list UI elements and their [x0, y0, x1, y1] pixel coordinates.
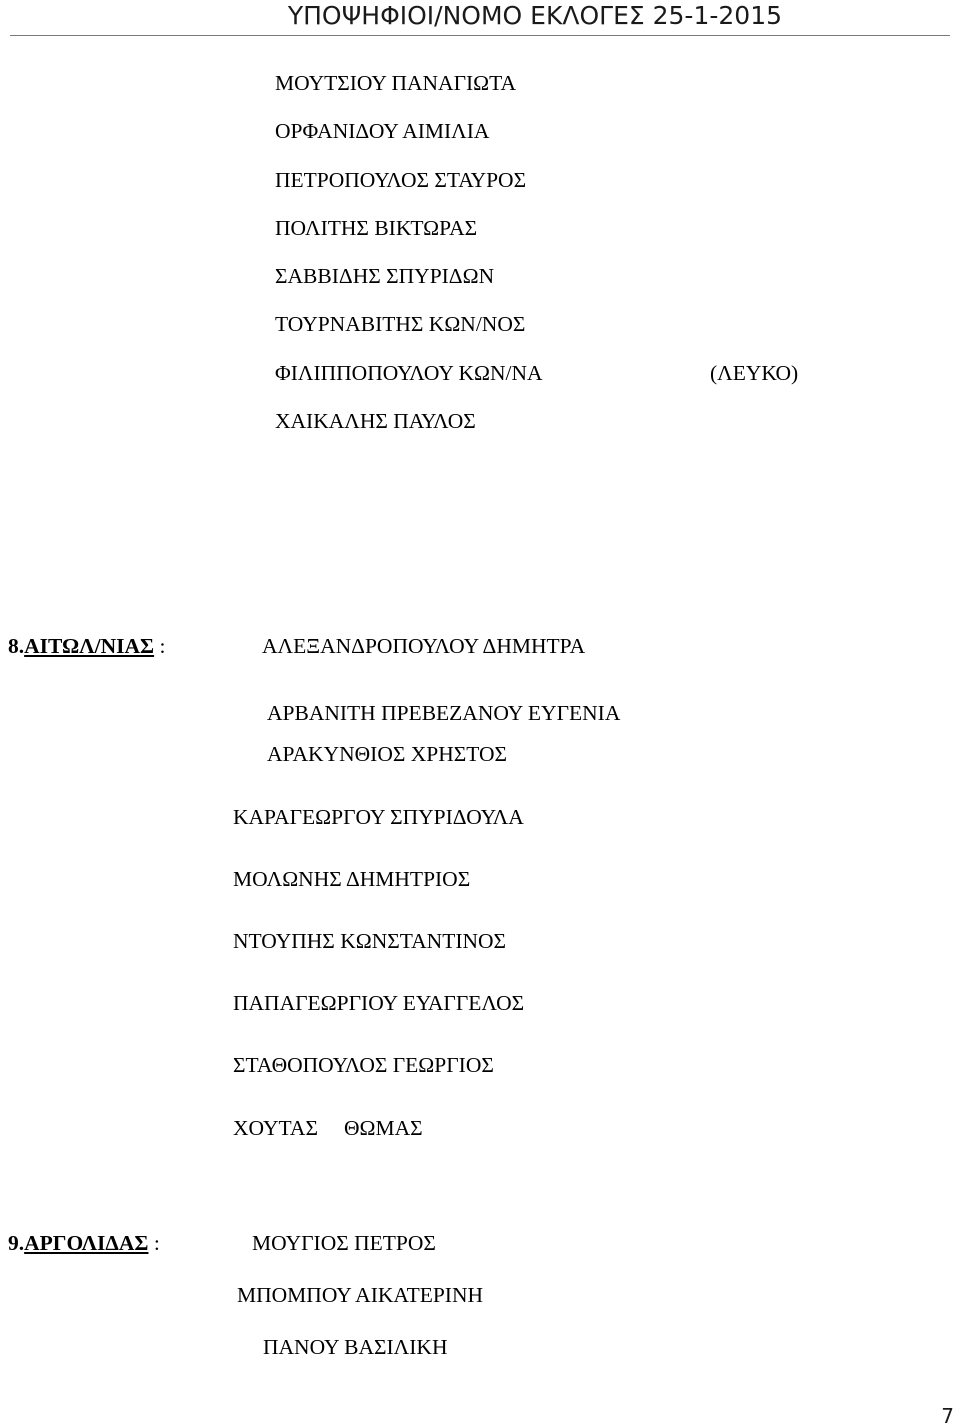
section-label-aitoloakarnania [8, 633, 165, 659]
header-divider [10, 35, 950, 36]
candidate-name: ΦΙΛΙΠΠΟΠΟΥΛΟΥ ΚΩΝ/ΝΑ [275, 361, 543, 385]
candidate-name: ΜΠΟΜΠΟΥ ΑΙΚΑΤΕΡΙΝΗ [237, 1283, 484, 1307]
candidate-name: ΑΛΕΞΑΝΔΡΟΠΟΥΛΟΥ ΔΗΜΗΤΡΑ [262, 634, 586, 658]
page-number: 7 [941, 1404, 954, 1428]
section-number: 8. [8, 634, 25, 658]
section-colon: : [148, 1231, 160, 1255]
candidate-name: ΜΟΛΩΝΗΣ ΔΗΜΗΤΡΙΟΣ [233, 867, 471, 891]
candidate-name: ΑΡΑΚΥΝΘΙΟΣ ΧΡΗΣΤΟΣ [267, 742, 508, 766]
section-number: 9. [8, 1231, 25, 1255]
page-header-title: ΥΠΟΨΗΦΙΟΙ/ΝΟΜΟ ΕΚΛΟΓΕΣ 25-1-2015 [287, 1, 782, 30]
candidate-name: ΜΟΥΤΣΙΟΥ ΠΑΝΑΓΙΩΤΑ [275, 71, 517, 95]
candidate-name: ΟΡΦΑΝΙΔΟΥ ΑΙΜΙΛΙΑ [275, 119, 490, 143]
candidate-name: ΑΡΒΑΝΙΤΗ ΠΡΕΒΕΖΑΝΟΥ ΕΥΓΕΝΙΑ [267, 701, 621, 725]
candidate-name: ΣΑΒΒΙΔΗΣ ΣΠΥΡΙΔΩΝ [275, 264, 495, 288]
section-region-name: ΑΡΓΟΛΙΔΑΣ [24, 1231, 149, 1255]
candidate-name [233, 1115, 423, 1141]
candidate-name: ΣΤΑΘΟΠΟΥΛΟΣ ΓΕΩΡΓΙΟΣ [233, 1053, 494, 1077]
candidate-name: ΤΟΥΡΝΑΒΙΤΗΣ ΚΩΝ/ΝΟΣ [275, 312, 526, 336]
candidate-name: ΝΤΟΥΠΗΣ ΚΩΝΣΤΑΝΤΙΝΟΣ [233, 929, 507, 953]
candidate-name: ΠΑΝΟΥ ΒΑΣΙΛΙΚΗ [263, 1335, 448, 1359]
candidate-name: ΚΑΡΑΓΕΩΡΓΟΥ ΣΠΥΡΙΔΟΥΛΑ [233, 805, 524, 829]
candidate-name: ΧΑΙΚΑΛΗΣ ΠΑΥΛΟΣ [275, 409, 476, 433]
candidate-name: ΠΟΛΙΤΗΣ ΒΙΚΤΩΡΑΣ [275, 216, 478, 240]
candidate-firstname: ΘΩΜΑΣ [343, 1116, 423, 1140]
section-region-name: ΑΙΤΩΛ/ΝΙΑΣ [24, 634, 155, 658]
section-colon: : [154, 634, 166, 658]
candidate-note: (ΛΕΥΚΟ) [710, 361, 799, 385]
candidate-name: ΠΑΠΑΓΕΩΡΓΙΟΥ ΕΥΑΓΓΕΛΟΣ [233, 991, 525, 1015]
candidate-name: ΠΕΤΡΟΠΟΥΛΟΣ ΣΤΑΥΡΟΣ [275, 168, 527, 192]
candidate-name: ΜΟΥΓΙΟΣ ΠΕΤΡΟΣ [252, 1231, 436, 1255]
section-label-argolida [8, 1230, 160, 1256]
candidate-surname: ΧΟΥΤΑΣ [233, 1116, 318, 1140]
